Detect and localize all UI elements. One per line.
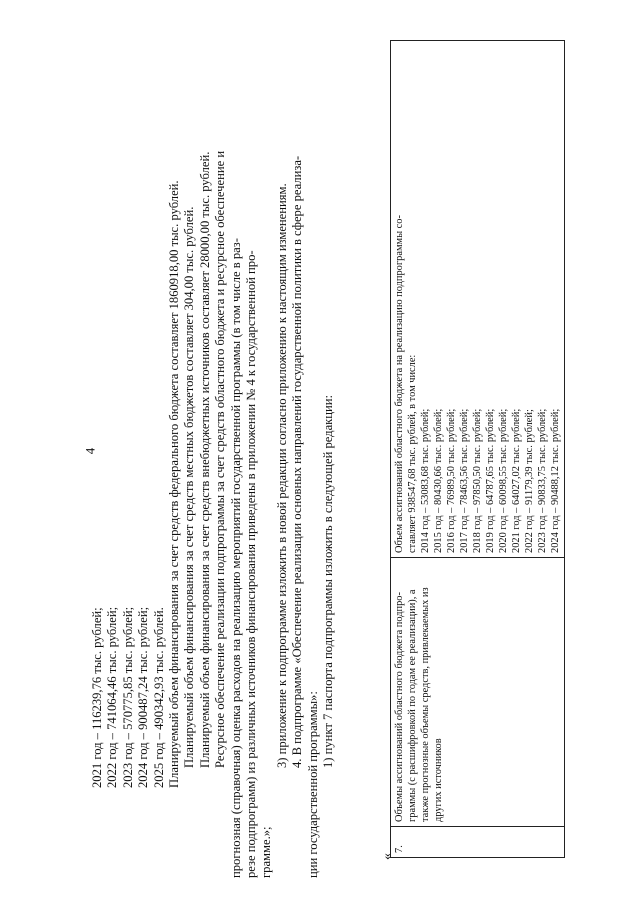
text-line: Ресурсное обеспечение реализации подпрограммы за счет средств областного бюджета и ресурсное обеспечение и bbox=[213, 150, 228, 768]
text-line: 2022 год – 741064,46 тыс. рублей; bbox=[105, 606, 120, 788]
body-text bbox=[90, 38, 337, 878]
passport-table bbox=[390, 40, 565, 858]
text-line: грамме.»; bbox=[259, 826, 274, 878]
text-line: 2025 год – 490342,93 тыс. рублей. bbox=[151, 607, 166, 788]
text-line: 2021 год – 116239,76 тыс. рублей; bbox=[90, 607, 104, 788]
text-line: Планируемый объем финансирования за счет средств федерального бюджета составляет 1860918,00 тыс. рублей. bbox=[167, 180, 182, 788]
row-label: Объемы ассигнований областного бюджета подпро- граммы (с расшифровкой по годам ее реализации), а также прогнозные объемы средств, привлекаемых из других источников bbox=[391, 558, 565, 827]
text-line: 2023 год – 570775,85 тыс. рублей; bbox=[120, 606, 135, 788]
text-line: 4. В подпрограмме «Обеспечение реализации основных направлений государственной политики в сфере реализа- bbox=[290, 155, 305, 768]
row-number: 7. bbox=[391, 827, 565, 858]
rotated-page-content bbox=[90, 38, 630, 878]
text-line: 1) пункт 7 паспорта подпрограммы изложить в следующей редакции: bbox=[321, 394, 336, 768]
opening-quote: « bbox=[380, 853, 395, 860]
text-line: Планируемый объем финансирования за счет средств внебюджетных источников составляет 28000,00 тыс. рублей. bbox=[197, 151, 212, 768]
text-line: 2024 год – 900487,24 тыс. рублей; bbox=[136, 606, 151, 788]
text-line: прогнозная (справочная) оценка расходов на реализацию мероприятий государственной программы (в том числе в раз- bbox=[228, 238, 243, 878]
text-line: ции государственной программы»: bbox=[305, 691, 320, 878]
page-number: 4 bbox=[82, 447, 98, 455]
text-line: резе подпрограмм) из различных источников финансирования приведены в приложении № 4 к государственной про- bbox=[244, 250, 259, 878]
text-line: Планируемый объем финансирования за счет средств местных бюджетов составляет 304,00 тыс. рублей. bbox=[182, 206, 197, 768]
text-line: 3) приложение к подпрограмме изложить в новой редакции согласно приложению к настоящим изменениям. bbox=[274, 183, 289, 768]
table-row bbox=[391, 41, 565, 858]
row-value: Объем ассигнований областного бюджета на реализацию подпрограммы со- ставляет 938547,68 тыс. рублей, в том числе: 2014 год – 53083,68 тыс. рублей; 2015 год – 80430,66 тыс. рублей; 2016 год – 76989,50 тыс. рублей; 2017 год – 78463,56 тыс. рублей; 2018 год – 97850,50 тыс. рублей; 2019 год – 64787,65 тыс. рублей; 2020 год – 60098,55 тыс. рублей; 2021 год – 64027,02 тыс. рублей; 2022 год – 91179,39 тыс. рублей; 2023 год – 90833,75 тыс. рублей; 2024 год – 90488,12 тыс. рублей; bbox=[391, 41, 565, 558]
